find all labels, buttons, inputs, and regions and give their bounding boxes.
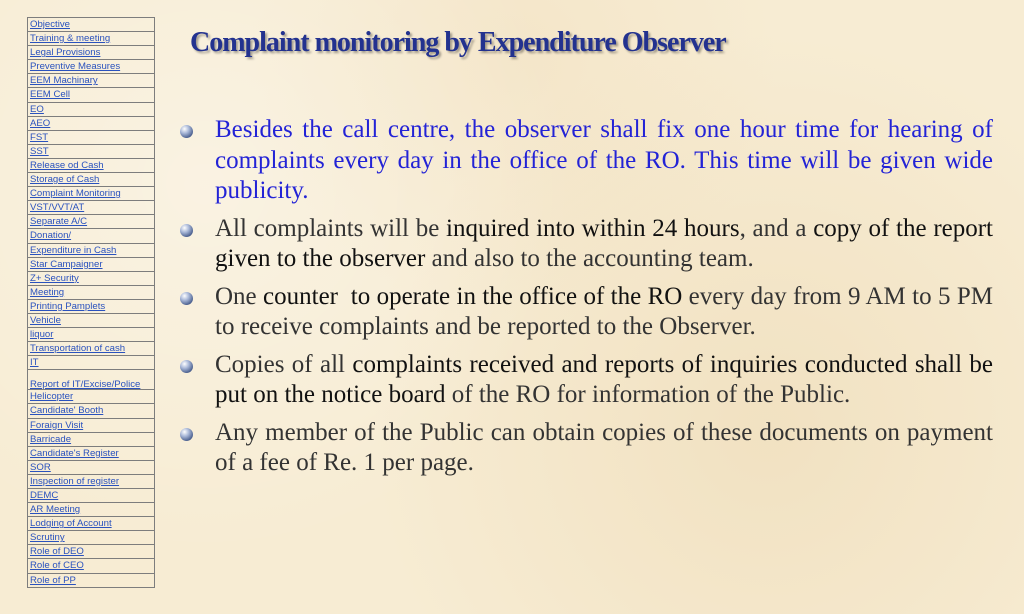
bullet-emphasis: complaints received and reports of inquiries conducted shall be put on the notice board — [215, 350, 993, 408]
bullet-text: every day from 9 AM to 5 PM to receive complaints and be reported to the Observer. — [215, 282, 993, 340]
nav-it[interactable]: IT — [28, 356, 154, 370]
nav-z-security[interactable]: Z+ Security — [28, 272, 154, 286]
nav-complaint-monitoring[interactable]: Complaint Monitoring — [28, 187, 154, 201]
nav-role-of-deo[interactable]: Role of DEO — [28, 545, 154, 559]
bullet-text: All complaints will be — [215, 214, 447, 242]
nav-donation[interactable]: Donation/ — [28, 229, 154, 243]
nav-ar-meeting[interactable]: AR Meeting — [28, 503, 154, 517]
nav-training-meeting[interactable]: Training & meeting — [28, 32, 154, 46]
nav-candidates-register[interactable]: Candidate's Register — [28, 447, 154, 461]
bullet-text: One — [215, 282, 264, 310]
nav-separate-ac[interactable]: Separate A/C — [28, 215, 154, 229]
nav-meeting[interactable]: Meeting — [28, 286, 154, 300]
bullet-text: Any member of the Public can obtain copies of these documents on payment of a fee of Re. 1 per page. — [215, 418, 993, 476]
bullet-emphasis: copy of the report given to the observer — [215, 214, 994, 272]
nav-lodging-of-account[interactable]: Lodging of Account — [28, 517, 154, 531]
bullet-list — [180, 115, 993, 486]
bullet-dot-icon — [180, 224, 193, 237]
bullet-dot-icon — [180, 292, 193, 305]
nav-vst-vvt-at[interactable]: VST/VVT/AT — [28, 201, 154, 215]
bullet-text: Besides the call centre, the observer shall fix one hour time for hearing of complaints every day in the office of the RO. This time will be given wide publicity. — [215, 116, 993, 204]
nav-eem-cell[interactable]: EEM Cell — [28, 88, 154, 102]
nav-eem-machinary[interactable]: EEM Machinary — [28, 74, 154, 88]
nav-helicopter[interactable]: Helicopter — [28, 390, 154, 404]
bullet-text: of the RO for information of the Public. — [445, 381, 851, 408]
nav-star-campaigner[interactable]: Star Campaigner — [28, 258, 154, 272]
nav-eo[interactable]: EO — [28, 103, 154, 117]
nav-role-of-ceo[interactable]: Role of CEO — [28, 559, 154, 573]
nav-legal-provisions[interactable]: Legal Provisions — [28, 46, 154, 60]
nav-inspection-of-register[interactable]: Inspection of register — [28, 475, 154, 489]
bullet-text: , and a — [739, 214, 814, 242]
nav-sst[interactable]: SST — [28, 145, 154, 159]
bullet-emphasis: inquired into within 24 hours — [446, 214, 740, 242]
bullet-dot-icon — [180, 428, 193, 441]
nav-foraign-visit[interactable]: Foraign Visit — [28, 419, 154, 433]
nav-role-of-pp[interactable]: Role of PP — [28, 574, 154, 588]
nav-transportation-of-cash[interactable]: Transportation of cash — [28, 342, 154, 356]
nav-sor[interactable]: SOR — [28, 461, 154, 475]
nav-fst[interactable]: FST — [28, 131, 154, 145]
bullet-item — [180, 214, 993, 275]
bullet-item — [180, 115, 993, 207]
nav-preventive-measures[interactable]: Preventive Measures — [28, 60, 154, 74]
bullet-dot-icon — [180, 125, 193, 138]
nav-vehicle[interactable]: Vehicle — [28, 314, 154, 328]
nav-printing-pamplets[interactable]: Printing Pamplets — [28, 300, 154, 314]
nav-objective[interactable]: Objective — [28, 18, 154, 32]
bullet-text: and also to the accounting team. — [425, 245, 754, 272]
nav-barricade[interactable]: Barricade — [28, 433, 154, 447]
sidebar-nav — [27, 17, 155, 588]
nav-scrutiny[interactable]: Scrutiny — [28, 531, 154, 545]
nav-aeo[interactable]: AEO — [28, 117, 154, 131]
nav-release-of-cash[interactable]: Release od Cash — [28, 159, 154, 173]
nav-storage-of-cash[interactable]: Storage of Cash — [28, 173, 154, 187]
bullet-dot-icon — [180, 360, 193, 373]
nav-report-it-excise-police[interactable]: Report of IT/Excise/Police — [28, 370, 154, 390]
page-title: Complaint monitoring by Expenditure Observer — [190, 27, 726, 58]
bullet-text: Copies of all — [215, 350, 353, 378]
bullet-item — [180, 418, 993, 479]
nav-demc[interactable]: DEMC — [28, 489, 154, 503]
nav-candidate-booth[interactable]: Candidate' Booth — [28, 404, 154, 418]
nav-liquor[interactable]: liquor — [28, 328, 154, 342]
nav-expenditure-in-cash[interactable]: Expenditure in Cash — [28, 244, 154, 258]
bullet-item — [180, 350, 993, 411]
bullet-emphasis: counter to operate in the office of the RO — [263, 282, 683, 310]
bullet-item — [180, 282, 993, 343]
